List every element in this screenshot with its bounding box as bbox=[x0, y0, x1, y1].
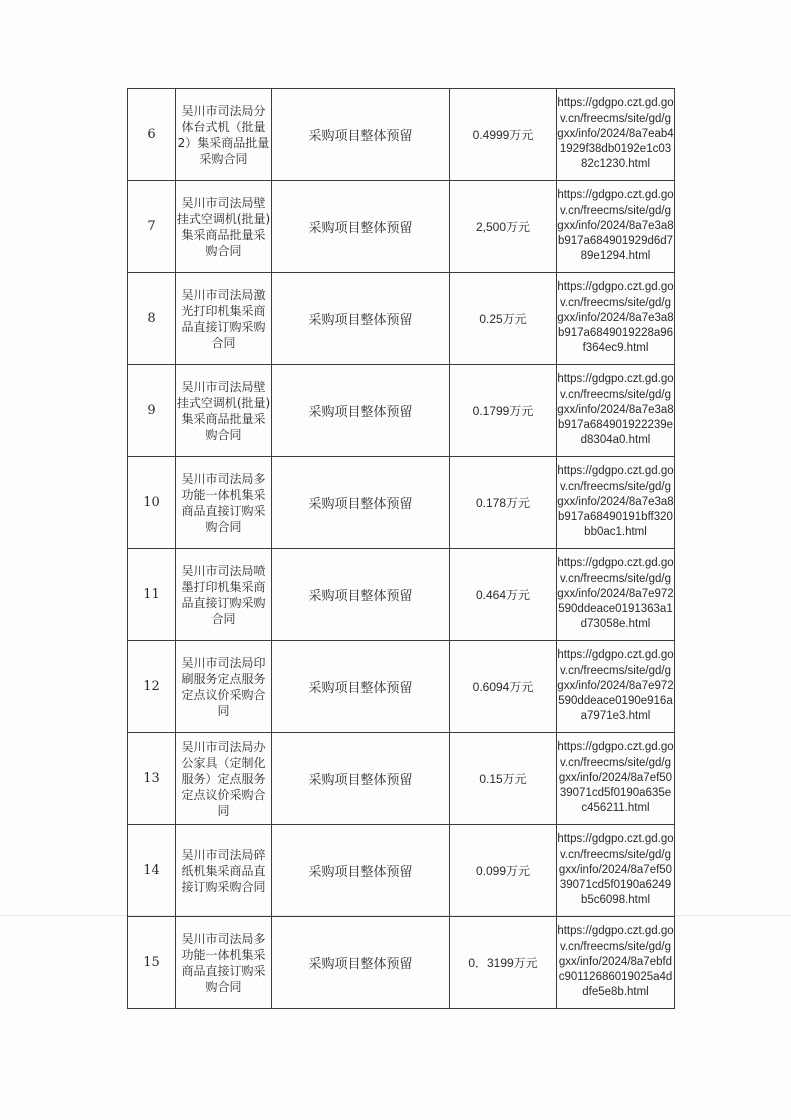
row-number: 10 bbox=[128, 457, 176, 549]
announcement-url: https://gdgpo.czt.gd.gov.cn/freecms/site/gd/ggxx/info/2024/8a7e972590ddeace0190e916aa7971e3.html bbox=[557, 641, 675, 733]
table-row bbox=[128, 825, 675, 917]
reservation-type: 采购项目整体预留 bbox=[272, 89, 450, 181]
row-number: 9 bbox=[128, 365, 176, 457]
reservation-type: 采购项目整体预留 bbox=[272, 917, 450, 1009]
announcement-url: https://gdgpo.czt.gd.gov.cn/freecms/site/gd/ggxx/info/2024/8a7ef5039071cd5f0190a635ec456211.html bbox=[557, 733, 675, 825]
announcement-url: https://gdgpo.czt.gd.gov.cn/freecms/site/gd/ggxx/info/2024/8a7ef5039071cd5f0190a6249b5c6098.html bbox=[557, 825, 675, 917]
table-row bbox=[128, 273, 675, 365]
contract-name: 吴川市司法局印刷服务定点服务定点议价采购合同 bbox=[176, 641, 272, 733]
table-row bbox=[128, 641, 675, 733]
row-number: 7 bbox=[128, 181, 176, 273]
contract-name: 吴川市司法局激光打印机集采商品直接订购采购合同 bbox=[176, 273, 272, 365]
row-number: 8 bbox=[128, 273, 176, 365]
reservation-type: 采购项目整体预留 bbox=[272, 549, 450, 641]
contract-amount: 0.6094万元 bbox=[450, 641, 557, 733]
contract-name: 吴川市司法局碎纸机集采商品直接订购采购合同 bbox=[176, 825, 272, 917]
reservation-type: 采购项目整体预留 bbox=[272, 733, 450, 825]
table-row bbox=[128, 917, 675, 1009]
contract-name: 吴川市司法局多功能一体机集采商品直接订购采购合同 bbox=[176, 917, 272, 1009]
row-number: 6 bbox=[128, 89, 176, 181]
announcement-url: https://gdgpo.czt.gd.gov.cn/freecms/site/gd/ggxx/info/2024/8a7e3a8b917a684901929d6d789e1294.html bbox=[557, 181, 675, 273]
table-row bbox=[128, 733, 675, 825]
row-number: 12 bbox=[128, 641, 176, 733]
row-number: 14 bbox=[128, 825, 176, 917]
contract-amount: 0．3199万元 bbox=[450, 917, 557, 1009]
contract-name: 吴川市司法局壁挂式空调机(批量)集采商品批量采购合同 bbox=[176, 365, 272, 457]
row-number: 11 bbox=[128, 549, 176, 641]
procurement-contracts-table bbox=[127, 88, 675, 1009]
contract-amount: 0.15万元 bbox=[450, 733, 557, 825]
contract-amount: 0.1799万元 bbox=[450, 365, 557, 457]
reservation-type: 采购项目整体预留 bbox=[272, 181, 450, 273]
table-row bbox=[128, 89, 675, 181]
contract-amount: 0.25万元 bbox=[450, 273, 557, 365]
contract-amount: 2,500万元 bbox=[450, 181, 557, 273]
table-row bbox=[128, 457, 675, 549]
contract-name: 吴川市司法局分体台式机（批量2）集采商品批量采购合同 bbox=[176, 89, 272, 181]
announcement-url: https://gdgpo.czt.gd.gov.cn/freecms/site/gd/ggxx/info/2024/8a7e3a8b917a6849019228a96f364ec9.html bbox=[557, 273, 675, 365]
contract-amount: 0.464万元 bbox=[450, 549, 557, 641]
reservation-type: 采购项目整体预留 bbox=[272, 457, 450, 549]
contract-name: 吴川市司法局办公家具（定制化服务）定点服务定点议价采购合同 bbox=[176, 733, 272, 825]
row-number: 15 bbox=[128, 917, 176, 1009]
contract-amount: 0.099万元 bbox=[450, 825, 557, 917]
announcement-url: https://gdgpo.czt.gd.gov.cn/freecms/site/gd/ggxx/info/2024/8a7eab41929f38db0192e1c0382c1230.html bbox=[557, 89, 675, 181]
contract-name: 吴川市司法局喷墨打印机集采商品直接订购采购合同 bbox=[176, 549, 272, 641]
table-row bbox=[128, 365, 675, 457]
table-row bbox=[128, 181, 675, 273]
announcement-url: https://gdgpo.czt.gd.gov.cn/freecms/site/gd/ggxx/info/2024/8a7e3a8b917a68490191bff320bb0ac1.html bbox=[557, 457, 675, 549]
announcement-url: https://gdgpo.czt.gd.gov.cn/freecms/site/gd/ggxx/info/2024/8a7e972590ddeace0191363a1d73058e.html bbox=[557, 549, 675, 641]
reservation-type: 采购项目整体预留 bbox=[272, 825, 450, 917]
contract-name: 吴川市司法局壁挂式空调机(批量)集采商品批量采购合同 bbox=[176, 181, 272, 273]
reservation-type: 采购项目整体预留 bbox=[272, 641, 450, 733]
contract-amount: 0.178万元 bbox=[450, 457, 557, 549]
row-number: 13 bbox=[128, 733, 176, 825]
announcement-url: https://gdgpo.czt.gd.gov.cn/freecms/site/gd/ggxx/info/2024/8a7ebfdc90112686019025a4ddfe5e8b.html bbox=[557, 917, 675, 1009]
contract-name: 吴川市司法局多功能一体机集采商品直接订购采购合同 bbox=[176, 457, 272, 549]
contract-amount: 0.4999万元 bbox=[450, 89, 557, 181]
table-row bbox=[128, 549, 675, 641]
announcement-url: https://gdgpo.czt.gd.gov.cn/freecms/site/gd/ggxx/info/2024/8a7e3a8b917a684901922239ed8304a0.html bbox=[557, 365, 675, 457]
reservation-type: 采购项目整体预留 bbox=[272, 273, 450, 365]
reservation-type: 采购项目整体预留 bbox=[272, 365, 450, 457]
